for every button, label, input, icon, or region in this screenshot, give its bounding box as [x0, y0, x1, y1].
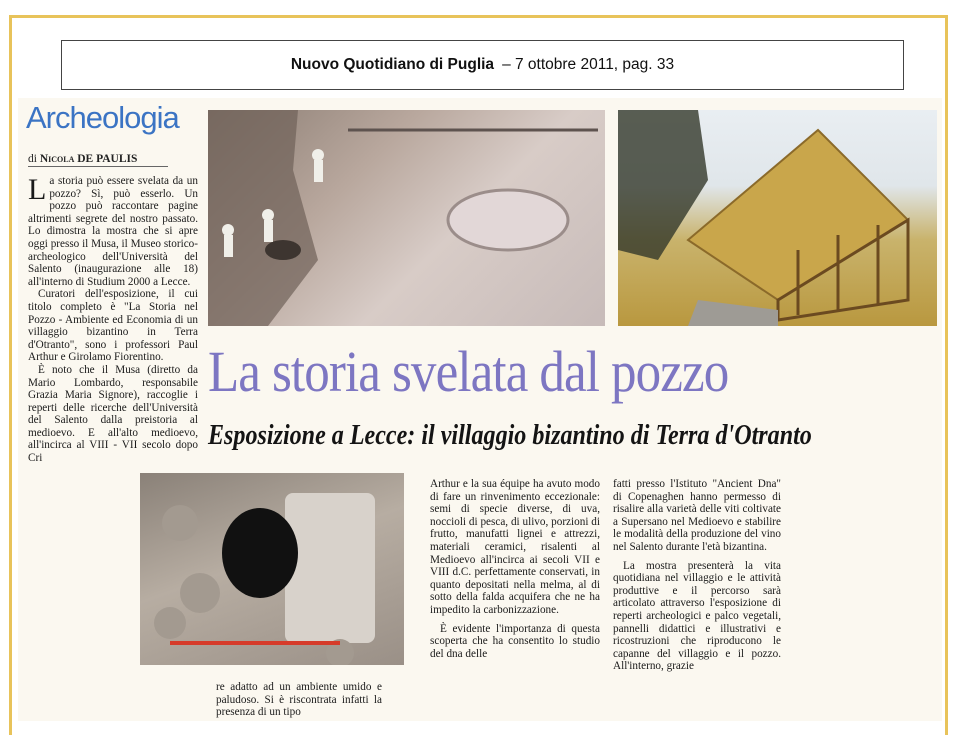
newspaper-name: Nuovo Quotidiano di Puglia [290, 56, 495, 73]
col1-paragraph-3: È noto che il Musa (diretto da Mario Lombardo, responsabile Grazia Maria Signore), raccoglie i reperti delle ricerche dell'Università del Salento dalla preistoria al medioevo. E all'alto medioevo, all'incirca al VIII - VII secolo dopo Cri [28, 363, 198, 465]
column-4 [613, 478, 781, 721]
hut-reconstruction-photo [618, 110, 937, 326]
newspaper-clipping [18, 98, 942, 721]
excavation-illustration [208, 110, 605, 326]
col4-paragraph-1: fatti presso l'Istituto "Ancient Dna" di Copenaghen hanno permesso di risalire alla varietà delle viti coltivate a Supersano nel Medioevo e stabilire le modalità della produzione del vino nel Salento durante l'età bizantina. [613, 478, 781, 553]
source-header [61, 40, 904, 90]
date-page: – 7 ottobre 2011, pag. 33 [502, 56, 675, 73]
col3-paragraph-1: Arthur e la sua équipe ha avuto modo di fare un rinvenimento eccezionale: semi di specie diverse, di uva, noccioli di pesca, di ulivo, porzioni di frutto, manufatti lignei e attrezzi, materiali ceramici, risalenti al Medioevo all'incirca ai secoli VII e VIII d.C. perfettamente conservati, in quanto depositati nella melma, al di sotto della falda acquifera che ne ha impedito la carbonizzazione. [430, 478, 600, 616]
article-subtitle: Esposizione a Lecce: il villaggio bizantino di Terra d'Otranto [208, 420, 812, 451]
drop-cap: L [28, 175, 47, 206]
col3-paragraph-2: È evidente l'importanza di questa scoperta che ha consentito lo studio del dna delle [430, 622, 600, 660]
excavation-photo [208, 110, 605, 326]
hut-illustration [618, 110, 937, 326]
section-label: Archeologia [26, 100, 179, 135]
column-2 [216, 681, 382, 721]
col1-paragraph-2: Curatori dell'esposizione, il cui titolo completo è "La Storia nel Pozzo - Ambiente ed Economia di un villaggio bizantino in Terra d'Otranto", sono i professori Paul Arthur e Girolamo Fiorentino. [28, 288, 198, 364]
article-title: La storia svelata dal pozzo [208, 339, 729, 404]
col2-text: re adatto ad un ambiente umido e paludoso. Si è riscontrata infatti la presenza di un tipo [216, 681, 382, 719]
author-name: Nicola DE PAULIS [39, 153, 138, 165]
col4-paragraph-2: La mostra presenterà la vita quotidiana nel villaggio e le attività produttive e il percorso sarà articolato attraverso l'esposizione di reperti archeologici e palco vegetali, pannelli didattici e illustrativi e ricostruzioni che riproducono le capanne del villaggio e il pozzo. All'interno, grazie [613, 559, 781, 673]
col1-paragraph-1: a storia può essere svelata da un pozzo? Sì, può esserlo. Un pozzo può raccontare pagine altrimenti segrete del nostro passato. Lo dimostra la mostra che si apre oggi presso il Musa, il Museo storico-archeologico dell'Università del Salento (inaugurazione alle 18) all'interno di Studium 2000 a Lecce. [28, 175, 198, 288]
byline [28, 153, 168, 167]
byline-prefix: di [28, 153, 37, 165]
column-3 [430, 478, 600, 721]
column-1 [28, 175, 198, 720]
